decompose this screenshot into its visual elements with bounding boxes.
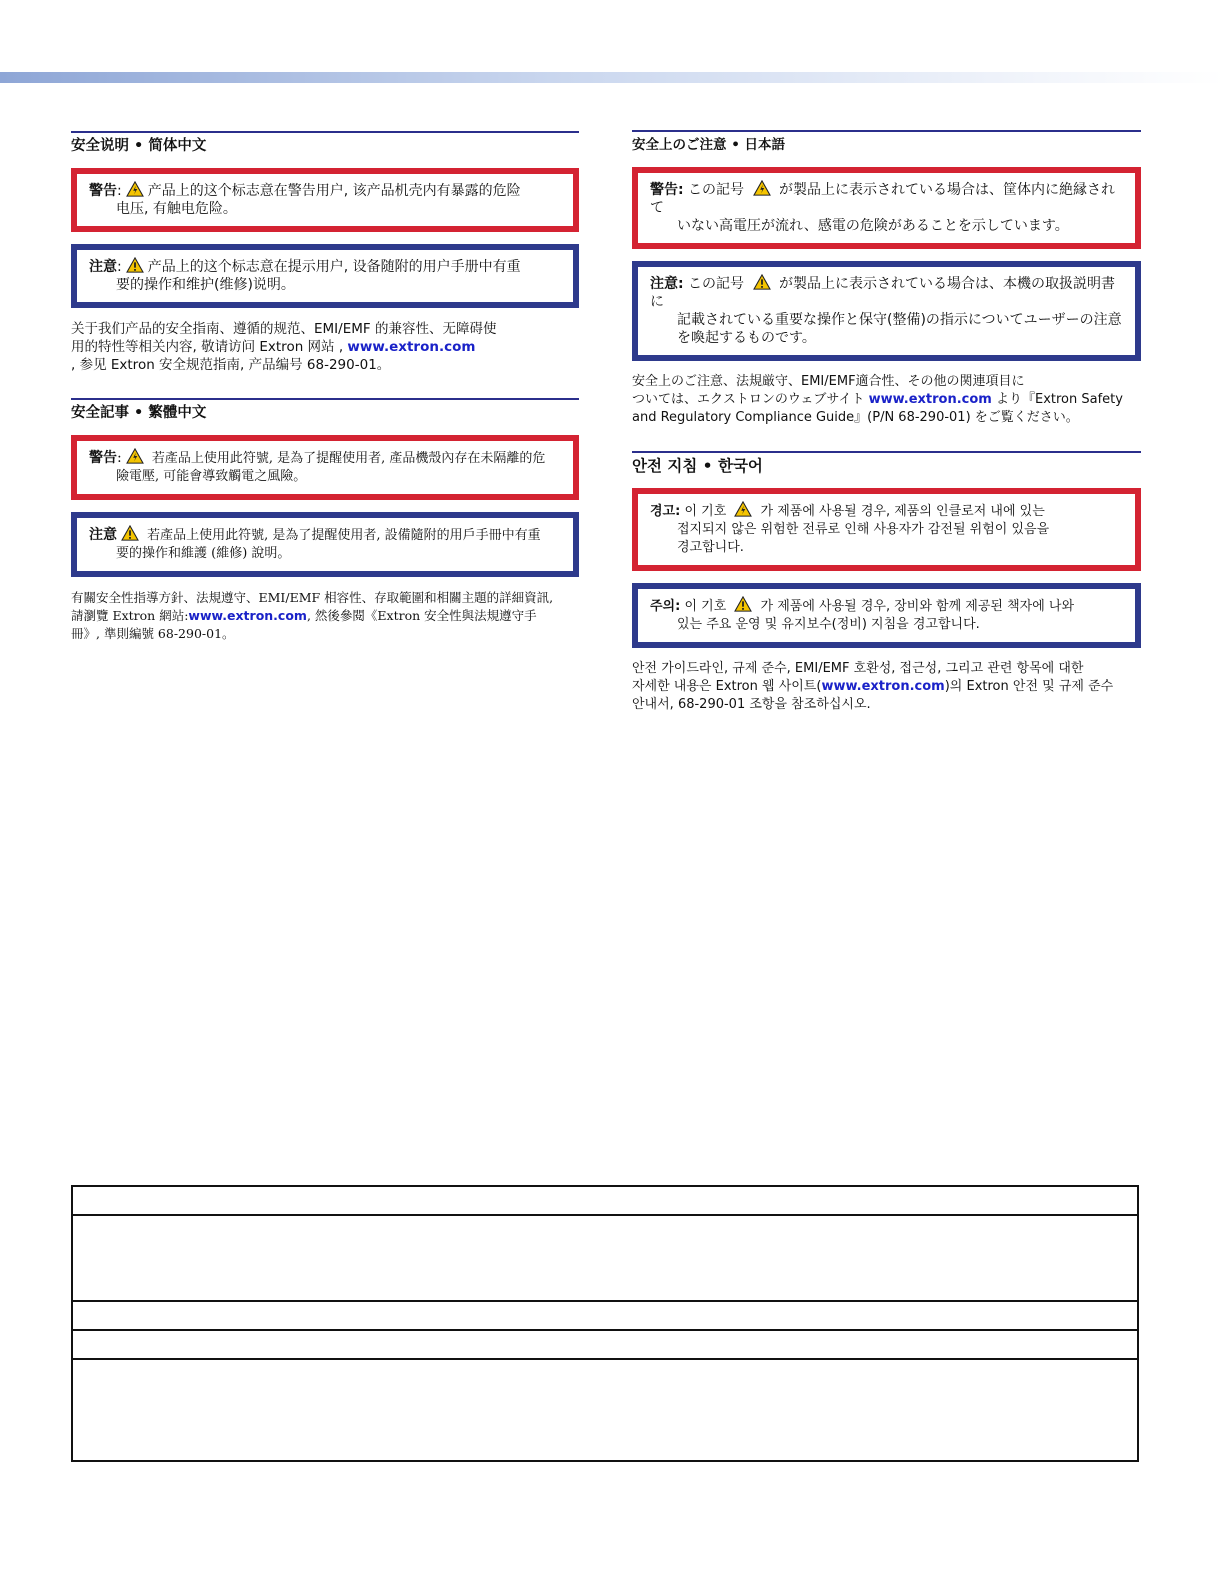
caution-text-line2: 있는 주요 운영 및 유지보수(정비) 지침을 경고합니다.: [677, 617, 980, 632]
caution-box: [632, 583, 1141, 648]
info-text: and Regulatory Compliance Guide』(P/N 68-290-01) をご覧ください。: [632, 410, 1079, 425]
caution-label: 注意:: [650, 276, 684, 292]
section-simplified-chinese: [71, 131, 579, 374]
warning-text-line2: 접지되지 않은 위험한 전류로 인해 사용자가 감전될 위험이 있음을: [677, 522, 1050, 537]
warning-label: 警告: [89, 450, 117, 466]
info-text: 用的特性等相关内容, 敬请访问 Extron 网站 ,: [71, 339, 348, 355]
caution-label: 주의:: [650, 599, 681, 614]
label-separator: :: [117, 259, 122, 275]
info-text: 안내서, 68-290-01 조항을 참조하십시오.: [632, 697, 871, 712]
warning-text-pre: 이 기호: [680, 504, 731, 519]
right-column: [632, 130, 1141, 738]
label-separator: :: [117, 183, 122, 199]
caution-text-line1: 产品上的这个标志意在提示用户, 设备随附的用户手册中有重: [147, 259, 521, 275]
info-text: 請瀏覽 Extron 網站:: [71, 608, 189, 623]
warning-triangle-icon: [734, 501, 752, 517]
section-korean: [632, 451, 1141, 714]
caution-text-pre: この記号: [683, 276, 749, 292]
info-paragraph: [71, 320, 579, 374]
caution-box: [71, 512, 579, 577]
warning-triangle-icon: [753, 180, 771, 196]
caution-text-line1: 若產品上使用此符號, 是為了提醒使用者, 設備隨附的用戶手冊中有重: [143, 528, 541, 543]
table-row: [73, 1331, 1137, 1360]
warning-triangle-icon: [753, 274, 771, 290]
caution-box: [71, 244, 579, 308]
info-paragraph: [632, 373, 1141, 427]
info-text: より『Extron Safety: [991, 392, 1123, 407]
warning-box: [632, 167, 1141, 249]
warning-text-line1: が製品上に表示されている場合は、筐体内に絶縁されて: [650, 182, 1115, 216]
warning-triangle-icon: [126, 181, 144, 197]
extron-website-link[interactable]: www.extron.com: [868, 392, 992, 407]
info-paragraph: [71, 589, 579, 643]
caution-text-pre: 이 기호: [680, 599, 731, 614]
section-title: 안전 지침 • 한국어: [632, 457, 763, 475]
warning-text-line3: 경고합니다.: [677, 540, 744, 555]
info-paragraph: [632, 660, 1141, 714]
warning-text-line1: 产品上的这个标志意在警告用户, 该产品机壳内有暴露的危险: [147, 183, 521, 199]
table-row: [73, 1360, 1137, 1460]
warning-triangle-icon: [734, 596, 752, 612]
header-gradient-bar: [0, 72, 1224, 83]
warning-text-line2: いない高電圧が流れ、感電の危険があることを示しています。: [677, 218, 1069, 234]
section-title: 安全上のご注意 • 日本語: [632, 137, 786, 153]
empty-form-table: [71, 1185, 1139, 1462]
info-text: 冊》, 準則編號 68-290-01。: [71, 626, 235, 641]
extron-website-link[interactable]: www.extron.com: [188, 608, 307, 623]
section-title: 安全記事 • 繁體中文: [71, 405, 207, 421]
caution-text-line1: が製品上に表示されている場合は、本機の取扱説明書に: [650, 276, 1115, 310]
warning-box: [71, 168, 579, 232]
caution-text-line2: 要的操作和维护(维修)说明。: [116, 277, 295, 293]
warning-triangle-icon: [126, 257, 144, 273]
warning-triangle-icon: [121, 525, 139, 541]
info-text: )의 Extron 안전 및 규제 준수: [944, 679, 1114, 694]
table-row: [73, 1187, 1137, 1216]
warning-triangle-icon: [126, 448, 144, 464]
section-japanese: [632, 130, 1141, 427]
caution-label: 注意: [89, 259, 117, 275]
caution-label: 注意: [89, 527, 117, 543]
caution-box: [632, 261, 1141, 361]
info-text: 자세한 내용은 Extron 웹 사이트(: [632, 679, 822, 694]
extron-website-link[interactable]: www.extron.com: [821, 679, 945, 694]
caution-text-line1: 가 제품에 사용될 경우, 장비와 함께 제공된 책자에 나와: [756, 599, 1075, 614]
warning-box: [632, 488, 1141, 571]
left-column: [71, 131, 579, 667]
section-traditional-chinese: [71, 398, 579, 643]
warning-box: [71, 435, 579, 500]
warning-text-line2: 电压, 有触电危险。: [116, 201, 237, 217]
info-text: ついては、エクストロンのウェブサイト: [632, 392, 869, 407]
info-text: , 然後參閱《Extron 安全性與法規遵守手: [306, 608, 537, 623]
warning-label: 警告:: [650, 182, 684, 198]
section-title: 安全说明 • 简体中文: [71, 138, 207, 154]
caution-text-line2: 記載されている重要な操作と保守(整備)の指示についてユーザーの注意: [677, 312, 1122, 328]
warning-text-line1: 若產品上使用此符號, 是為了提醒使用者, 產品機殼內存在未隔離的危: [147, 451, 546, 466]
table-row: [73, 1216, 1137, 1302]
caution-text-line3: を喚起するものです。: [677, 330, 816, 346]
extron-website-link[interactable]: www.extron.com: [347, 339, 476, 355]
caution-text-line2: 要的操作和維護 (維修) 說明。: [116, 546, 291, 561]
warning-text-line1: 가 제품에 사용될 경우, 제품의 인클로저 내에 있는: [756, 504, 1045, 519]
info-text: 안전 가이드라인, 규제 준수, EMI/EMF 호환성, 접근성, 그리고 관련 항목에 대한: [632, 661, 1084, 676]
warning-label: 警告: [89, 183, 117, 199]
warning-label: 경고:: [650, 504, 681, 519]
warning-text-pre: この記号: [683, 182, 749, 198]
info-text: 有關安全性指導方針、法規遵守、EMI/EMF 相容性、存取範圍和相關主題的詳細資訊,: [71, 590, 554, 605]
table-row: [73, 1302, 1137, 1331]
info-text: 安全上のご注意、法規厳守、EMI/EMF適合性、その他の関連項目に: [632, 374, 1025, 389]
label-separator: :: [117, 450, 122, 466]
warning-text-line2: 險電壓, 可能會導致觸電之風險。: [116, 469, 307, 484]
info-text: , 参见 Extron 安全规范指南, 产品编号 68-290-01。: [71, 357, 391, 373]
info-text: 关于我们产品的安全指南、遵循的规范、EMI/EMF 的兼容性、无障碍使: [71, 321, 497, 337]
